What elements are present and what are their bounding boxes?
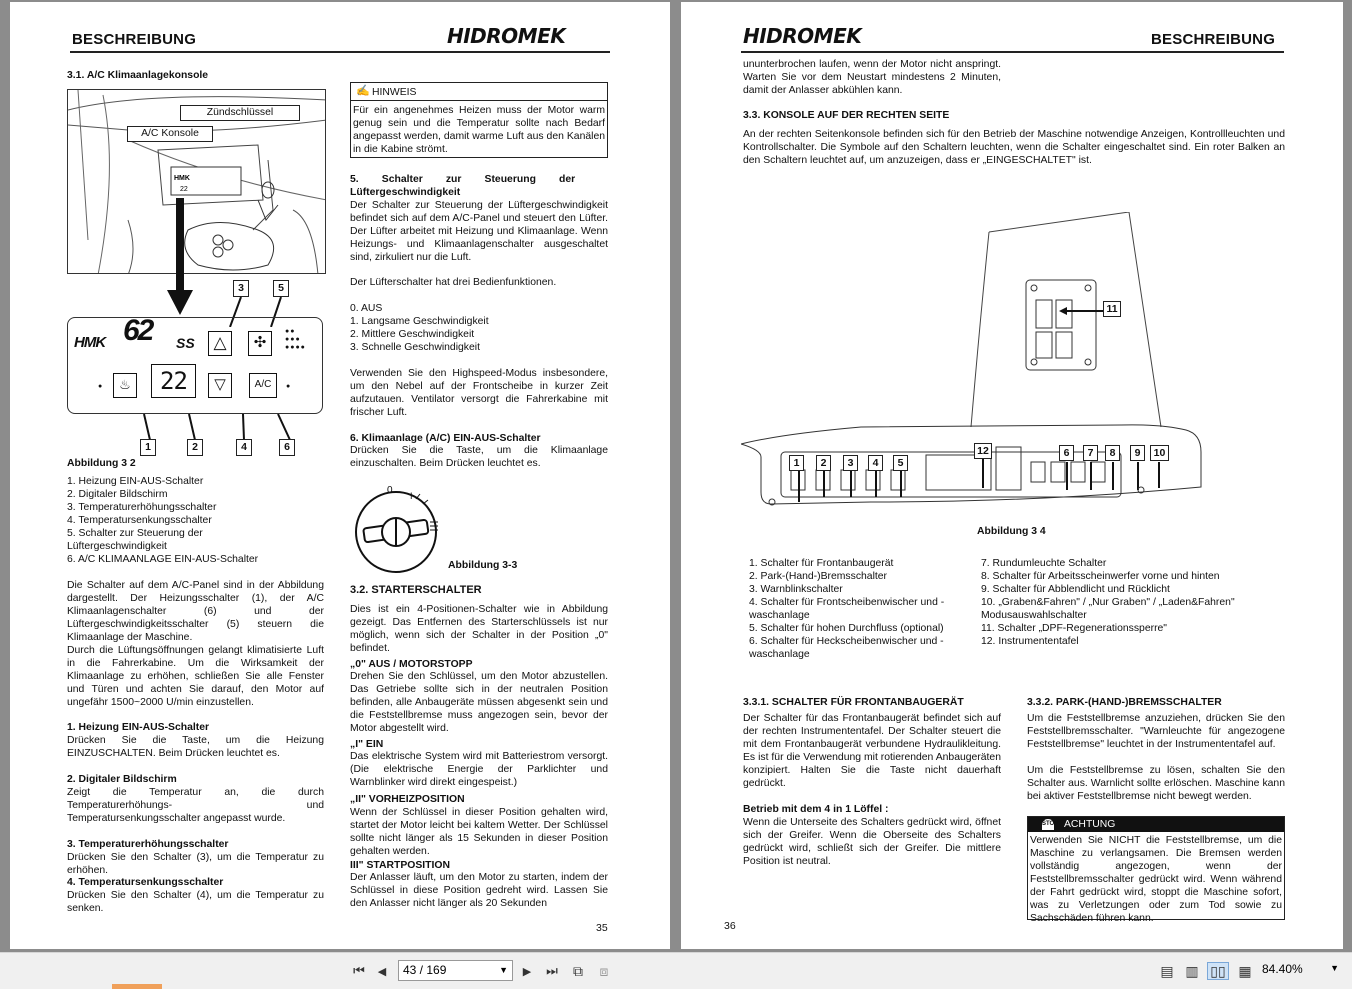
section-title: 3.1. A/C Klimaanlagekonsole: [67, 70, 209, 81]
paragraph: Drücken Sie den Schalter (4), um die Temperatur zu senken.: [67, 890, 324, 914]
list-item: Lüftergeschwindigkeit: [67, 541, 167, 552]
paragraph: Wenn der Schlüssel in dieser Position gehalten wird, startet der Motor leicht bei kaltem Wetter. Der Schlüssel sollte nicht länger als 15 Sekunden in dieser Position gehalten werden.: [350, 807, 608, 857]
subsection-title: 3. Temperaturerhöhungsschalter: [67, 839, 229, 850]
single-page-icon[interactable]: ▤: [1160, 962, 1174, 979]
right-console-drawing: [741, 212, 1286, 522]
paragraph: Um die Feststellbremse anzuziehen, drücken Sie den Feststellbremsschalter. "Warnleuchte für angezogene Feststellbremse" leuchtet in der Instrumententafel auf.: [1027, 713, 1285, 750]
heater-button[interactable]: ♨: [113, 373, 137, 398]
page-right: [681, 2, 1343, 949]
navigation-toolbar: [0, 952, 1352, 989]
fan-speed-dots-icon: ●● ●●● ●●●●: [285, 328, 306, 351]
rotate-icon[interactable]: ⧈: [599, 962, 609, 979]
callout-11: 11: [1103, 301, 1121, 317]
console-callout-8: 8: [1105, 445, 1120, 461]
callout-2: 2: [187, 439, 203, 456]
subsection-title: 1. Heizung EIN-AUS-Schalter: [67, 722, 210, 733]
list-item: 12. Instrumententafel: [981, 636, 1079, 647]
callout-3: 3: [233, 280, 249, 297]
callout-5: 5: [273, 280, 289, 297]
list-item: 2. Digitaler Bildschirm: [67, 489, 168, 500]
svg-text:HMK: HMK: [174, 175, 190, 182]
console-callout-5: 5: [893, 455, 908, 471]
list-item: 6. A/C KLIMAANLAGE EIN-AUS-Schalter: [67, 554, 259, 565]
down-arrow-icon: [165, 198, 195, 316]
console-callout-7: 7: [1083, 445, 1098, 461]
next-page-icon[interactable]: ▶: [522, 965, 532, 978]
list-item: waschanlage: [749, 610, 810, 621]
console-callout-2: 2: [816, 455, 831, 471]
list-item: 7. Rundumleuchte Schalter: [981, 558, 1107, 569]
key-position-1: I: [410, 491, 413, 501]
callout-12: 12: [974, 443, 992, 459]
list-item: 0. AUS: [350, 303, 383, 314]
console-callout-3: 3: [843, 455, 858, 471]
subsection-title: „I" EIN: [350, 739, 384, 750]
subsection-title: 3.3.1. SCHALTER FÜR FRONTANBAUGERÄT: [743, 697, 964, 708]
paragraph: Der Lüfterschalter hat drei Bedienfunktionen.: [350, 277, 557, 288]
list-item: Modusauswahlschalter: [981, 610, 1087, 621]
first-page-icon[interactable]: ⏮: [353, 963, 365, 978]
figure-caption: Abbildung 3 4: [977, 526, 1046, 537]
page-number: 35: [596, 922, 608, 934]
paragraph: Zeigt die Temperatur an, die durch Temperaturerhöhungs- und Temperatursenkungsschalter angepasst wurde.: [67, 787, 324, 824]
header-title: BESCHREIBUNG: [1151, 31, 1276, 48]
list-item: 2. Park-(Hand-)Bremsschalter: [749, 571, 888, 582]
paragraph: Drücken Sie die Taste, um die Klimaanlage einzuschalten. Beim Drücken leuchtet es.: [350, 445, 608, 469]
paragraph: Der Schalter zur Steuerung der Lüftergeschwindigkeit befindet sich auf dem A/C-Panel und steuert den Lüfter. Der Lüfter arbeitet mit Heizung und Klimaanlage. Wenn Heizungs- und Klimaanlagenschalter ausgeschaltet sind, zirkuliert nur die Luft.: [350, 200, 608, 263]
figure-caption: Abbildung 3 2: [67, 458, 136, 469]
list-item: 1. Heizung EIN-AUS-Schalter: [67, 476, 204, 487]
subsection-title: 5. Schalter zur Steuerung der: [350, 174, 576, 185]
list-item: 1. Langsame Geschwindigkeit: [350, 316, 489, 327]
paragraph: Der Schalter für das Frontanbaugerät befindet sich auf der rechten Instrumententafel. Der Schalter steuert die mit dem Frontanbaugerät verbundene Hydraulikleitung. Es ist für die Verwendung mit rotierenden Anbaugeräten konzipiert. Halten Sie die Taste nicht dauerhaft gedrückt.: [743, 713, 1001, 789]
list-item: 2. Mittlere Geschwindigkeit: [350, 329, 475, 340]
list-item: 3. Warnblinkschalter: [749, 584, 843, 595]
list-item: 6. Schalter für Heckscheibenwischer und -: [749, 636, 944, 647]
zoom-field[interactable]: [1262, 962, 1347, 980]
subsection-title: „II" VORHEIZPOSITION: [350, 794, 465, 805]
speed-list: [350, 302, 489, 354]
hinweis-box: [350, 82, 608, 158]
zoom-value: 84.40%: [1262, 962, 1303, 976]
paragraph: Durch die Lüftungsöffnungen gelangt klimatisierte Luft in die Fahrerkabine. Um die Wirksamkeit der Klimaanlage zu erhöhen, schließen Sie alle Fenster und Türen und achten Sie darauf, den Motor auf ungefähr 1500~2000 U/min einzustellen.: [67, 645, 324, 708]
paragraph: Der Anlasser läuft, um den Motor zu starten, indem der Schlüssel in diese Position gedreht wird. Lassen Sie den Anlasser nicht länger als 20 Sekunden: [350, 872, 608, 909]
subsection-title: 2. Digitaler Bildschirm: [67, 774, 177, 785]
subsection-title: „0" AUS / MOTORSTOPP: [350, 659, 473, 670]
svg-text:22: 22: [180, 186, 188, 193]
heater-led-icon: ●: [98, 383, 103, 390]
page-left: [10, 2, 670, 949]
hinweis-title: HINWEIS: [372, 87, 417, 98]
callout-1: 1: [140, 439, 156, 456]
header-rule: [741, 51, 1284, 53]
note-icon: ✍: [356, 85, 370, 97]
hidromek-logo: HIDROMEK: [743, 24, 862, 48]
list-item: 5. Schalter für hohen Durchfluss (optional): [749, 623, 944, 634]
hinweis-text: Für ein angenehmes Heizen muss der Motor warm genug sein und die Temperatur sollte nach Bedarf angepasst werden, damit warme Luft aus den Kanälen in die Kabine strömt.: [353, 105, 605, 155]
list-item: 3. Schnelle Geschwindigkeit: [350, 342, 480, 353]
subsection-title: 4. Temperatursenkungsschalter: [67, 877, 224, 888]
key-position-0: 0: [387, 485, 393, 496]
list-item: 4. Temperatursenkungsschalter: [67, 515, 212, 526]
continuous-icon[interactable]: ▥: [1185, 962, 1199, 979]
two-page-icon[interactable]: ▯▯: [1207, 962, 1229, 980]
chevron-down-icon[interactable]: ▼: [1330, 963, 1339, 973]
panel-model: 62: [123, 314, 153, 347]
panel-brand: HMK: [74, 334, 106, 351]
achtung-box: [1027, 816, 1285, 924]
list-item: 9. Schalter für Abblendlicht und Rücklicht: [981, 584, 1170, 595]
last-page-icon[interactable]: ⏭: [546, 963, 558, 978]
ac-button[interactable]: A/C: [249, 373, 277, 398]
header-rule: [70, 51, 610, 53]
console-callout-10: 10: [1150, 445, 1169, 461]
list-item: 5. Schalter zur Steuerung der: [67, 528, 203, 539]
subsection-title: III" STARTPOSITION: [350, 860, 450, 871]
temp-up-button[interactable]: △: [208, 331, 232, 356]
callout-6: 6: [279, 439, 295, 456]
figure-caption: Abbildung 3-3: [448, 560, 518, 571]
page-number-value: 43 / 169: [403, 963, 447, 977]
section-title: 3.2. STARTERSCHALTER: [350, 584, 482, 596]
two-page-continuous-icon[interactable]: ▦: [1238, 962, 1252, 979]
component-list-right: [981, 557, 1235, 648]
paragraph: Drücken Sie die Taste, um die Heizung EINZUSCHALTEN. Beim Drücken leuchtet es.: [67, 735, 324, 759]
achtung-text: Verwenden Sie NICHT die Feststellbremse, um die Maschine zu verlangsamen. Die Bremsen werden vollständig angezogen, wenn der Feststellbremsschalter gedrückt wird. Wenn während der Fahrt gedrückt wird, stoppt die Maschine sofort, was zu Verletzungen oder zum Tod sowie zu Sachschäden führen kann.: [1030, 835, 1282, 924]
component-list-left: [749, 557, 944, 661]
subsection-title: 6. Klimaanlage (A/C) EIN-AUS-Schalter: [350, 433, 541, 444]
console-callout-4: 4: [868, 455, 883, 471]
console-callout-9: 9: [1130, 445, 1145, 461]
paragraph: Die Schalter auf dem A/C-Panel sind in der Abbildung dargestellt. Der Heizungsschalter (1), der A/C Klimaanlagenschalter (6) und der Lüftergeschwindigkeitsschalter (5) steuern die Klimaanlage der Maschine.: [67, 580, 324, 643]
paragraph: Drücken Sie den Schalter (3), um die Temperatur zu erhöhen.: [67, 852, 324, 876]
list-item: 3. Temperaturerhöhungsschalter: [67, 502, 217, 513]
paragraph: Das elektrische System wird mit Batteriestrom versorgt. (Die elektrische Energie der Parklichter und Warnblinker wird direkt eingespeist.): [350, 751, 608, 788]
paragraph: Um die Feststellbremse zu lösen, schalten Sie den Schalter aus. Warnlicht sollte erlöschen. Maschine kann bei aktiver Feststellbremse nicht bewegt werden.: [1027, 765, 1285, 802]
paragraph: Verwenden Sie den Highspeed-Modus insbesondere, um den Nebel auf der Frontscheibe in kurzer Zeit aufzutauen. Ventilator versorgt die Fahrerkabine mit frischer Luft.: [350, 368, 608, 418]
list-item: 11. Schalter „DPF-Regenerationssperre": [981, 623, 1167, 634]
hidromek-logo: HIDROMEK: [447, 24, 566, 48]
panel-suffix: SS: [176, 335, 195, 351]
list-item: 1. Schalter für Frontanbaugerät: [749, 558, 894, 569]
paragraph: Drehen Sie den Schlüssel, um den Motor abzustellen. Das Getriebe sollte sich in der neutralen Position befinden, alle Anbaugeräte müssen abgesenkt sein und die Feststellbremse muss angezogen sein, bevor der Motor abgestellt wird.: [350, 671, 608, 734]
fit-page-icon[interactable]: ⧉: [573, 962, 583, 979]
page-number: 36: [724, 920, 736, 932]
achtung-title: ACHTUNG: [1064, 819, 1116, 830]
zuendschluessel-label: Zündschlüssel: [180, 105, 300, 121]
temperature-display: 22: [151, 364, 196, 398]
list-item: 8. Schalter für Arbeitsscheinwerfer vorne und hinten: [981, 571, 1220, 582]
subsection-title: Lüftergeschwindigkeit: [350, 187, 461, 198]
component-list: [67, 475, 325, 566]
chevron-down-icon[interactable]: ▼: [499, 965, 508, 975]
stop-icon: STOP: [1042, 819, 1054, 830]
temp-down-button[interactable]: ▽: [208, 373, 232, 398]
list-item: 4. Schalter für Frontscheibenwischer und -: [749, 597, 945, 608]
header-title: BESCHREIBUNG: [72, 31, 197, 48]
paragraph: Dies ist ein 4-Positionen-Schalter wie in Abbildung gezeigt. Das Entfernen des Starterschlüssels ist nur möglich, wenn sich der Schalter in der Position „0" befindet.: [350, 604, 608, 654]
starter-key-switch-drawing: [350, 482, 442, 574]
fan-speed-button[interactable]: ✣: [248, 331, 272, 356]
console-callout-6: 6: [1059, 445, 1074, 461]
ac-konsole-label: A/C Konsole: [127, 126, 213, 142]
page-number-field[interactable]: [398, 960, 513, 981]
paragraph: An der rechten Seitenkonsole befinden sich für den Betrieb der Maschine notwendige Anzeigen, Kontrollleuchten und Kontrollschalter. Die Symbole auf den Schaltern leuchten, wenn die Schalter eingeschaltet sind. Ein roter Balken an den Schaltern leuchtet auf, um anzuzeigen, dass er „EINGESCHALTET" ist.: [743, 129, 1285, 166]
subsection-title: Betrieb mit dem 4 in 1 Löffel :: [743, 804, 889, 815]
section-title: 3.3. KONSOLE AUF DER RECHTEN SEITE: [743, 110, 950, 121]
scroll-indicator: [112, 984, 162, 989]
list-item: 10. „Graben&Fahren" / „Nur Graben" / „Laden&Fahren": [981, 597, 1235, 608]
paragraph: ununterbrochen laufen, wenn der Motor nicht anspringt. Warten Sie vor dem Neustart mindestens 2 Minuten, damit der Anlasser abkühlen kann.: [743, 59, 1001, 96]
list-item: waschanlage: [749, 649, 810, 660]
paragraph: Wenn die Unterseite des Schalters gedrückt wird, öffnet sich der Greifer. Wenn die Oberseite des Schalters gedrückt wird, schließt sich der Greifer. Die mittlere Position ist neutral.: [743, 817, 1001, 867]
ac-led-icon: ●: [286, 383, 291, 390]
callout-4: 4: [236, 439, 252, 456]
subsection-title: 3.3.2. PARK-(HAND-)BREMSSCHALTER: [1027, 697, 1222, 708]
console-callout-1: 1: [789, 455, 804, 471]
ac-panel: [67, 314, 323, 414]
prev-page-icon[interactable]: ◀: [377, 965, 387, 978]
